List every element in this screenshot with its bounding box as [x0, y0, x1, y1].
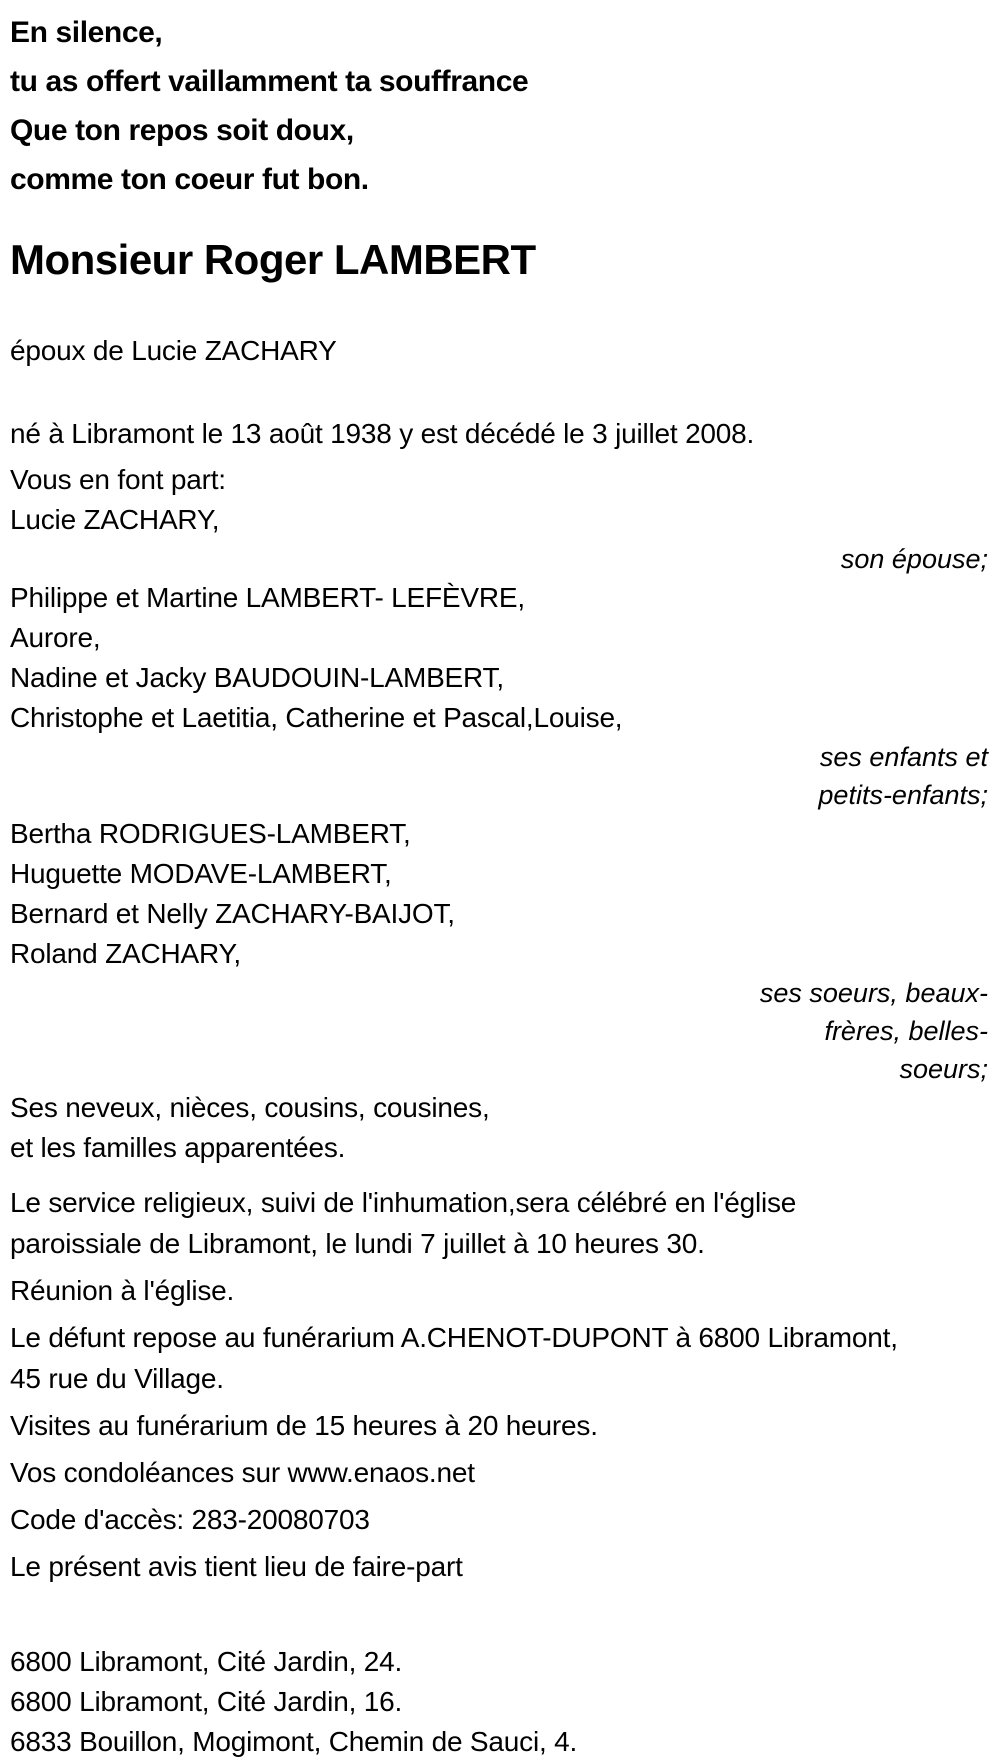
address-line: 6800 Libramont, Cité Jardin, 16. — [10, 1686, 403, 1717]
epitaph-line: comme ton coeur fut bon. — [10, 163, 369, 196]
family-name-line: Nadine et Jacky BAUDOUIN-LAMBERT, — [10, 662, 504, 693]
epitaph-line: tu as offert vaillamment ta souffrance — [10, 65, 529, 98]
address-line: 6800 Libramont, Cité Jardin, 24. — [10, 1646, 403, 1677]
family-group-siblings — [10, 814, 988, 1088]
family-group-spouse — [10, 500, 988, 578]
deceased-name-title: Monsieur Roger LAMBERT — [10, 236, 536, 283]
visits-paragraph — [10, 1405, 988, 1446]
family-name-line: Bertha RODRIGUES-LAMBERT, — [10, 818, 411, 849]
relation-label-block — [10, 738, 988, 814]
family-name-line: Ses neveux, nièces, cousins, cousines, — [10, 1092, 490, 1123]
family-name-line: Bernard et Nelly ZACHARY-BAIJOT, — [10, 898, 455, 929]
reunion-paragraph — [10, 1270, 988, 1311]
detail-line: Le défunt repose au funérarium A.CHENOT-DUPONT à 6800 Libramont, — [10, 1322, 898, 1353]
epitaph-line: En silence, — [10, 16, 163, 49]
family-group-children — [10, 578, 988, 814]
spouse-line: époux de Lucie ZACHARY — [10, 335, 337, 366]
detail-line: Le présent avis tient lieu de faire-part — [10, 1551, 463, 1582]
family-name-line: Huguette MODAVE-LAMBERT, — [10, 858, 392, 889]
relation-line: ses enfants et — [819, 742, 988, 772]
access-code-paragraph — [10, 1499, 988, 1540]
access-code-line: Code d'accès: 283-20080703 — [10, 1504, 370, 1535]
relation-line: petits-enfants; — [818, 780, 988, 810]
epitaph-verse — [10, 8, 988, 204]
detail-line: Réunion à l'église. — [10, 1275, 235, 1306]
detail-line: Visites au funérarium de 15 heures à 20 heures. — [10, 1410, 598, 1441]
relation-label-block — [10, 974, 988, 1088]
funeral-details — [10, 1182, 988, 1587]
relation-line: ses soeurs, beaux- — [759, 978, 988, 1008]
birth-death-line: né à Libramont le 13 août 1938 y est décédé le 3 juillet 2008. — [10, 418, 755, 449]
funerarium-paragraph — [10, 1317, 988, 1399]
relation-line: son épouse; — [840, 544, 988, 574]
faire-part-paragraph — [10, 1546, 988, 1587]
relation-line: frères, belles- — [824, 1016, 988, 1046]
announcement-line: Vous en font part: — [10, 464, 226, 495]
detail-line: 45 rue du Village. — [10, 1363, 224, 1394]
epitaph-line: Que ton repos soit doux, — [10, 114, 354, 147]
condolences-website-line: Vos condoléances sur www.enaos.net — [10, 1457, 475, 1488]
family-name-line: Christophe et Laetitia, Catherine et Pascal,Louise, — [10, 702, 623, 733]
family-name-line: Roland ZACHARY, — [10, 938, 241, 969]
relation-label-block — [10, 540, 988, 578]
detail-line: paroissiale de Libramont, le lundi 7 juillet à 10 heures 30. — [10, 1228, 705, 1259]
family-name-line: Aurore, — [10, 622, 101, 653]
family-addresses — [10, 1642, 988, 1762]
condolences-paragraph — [10, 1452, 988, 1493]
detail-line: Le service religieux, suivi de l'inhumation,sera célébré en l'église — [10, 1187, 797, 1218]
family-name-line: et les familles apparentées. — [10, 1132, 346, 1163]
relation-line: soeurs; — [899, 1054, 988, 1084]
family-name-line: Lucie ZACHARY, — [10, 504, 220, 535]
family-group-extended — [10, 1088, 988, 1168]
service-paragraph — [10, 1182, 988, 1264]
address-line: 6833 Bouillon, Mogimont, Chemin de Sauci, 4. — [10, 1726, 578, 1757]
family-name-line: Philippe et Martine LAMBERT- LEFÈVRE, — [10, 582, 525, 613]
